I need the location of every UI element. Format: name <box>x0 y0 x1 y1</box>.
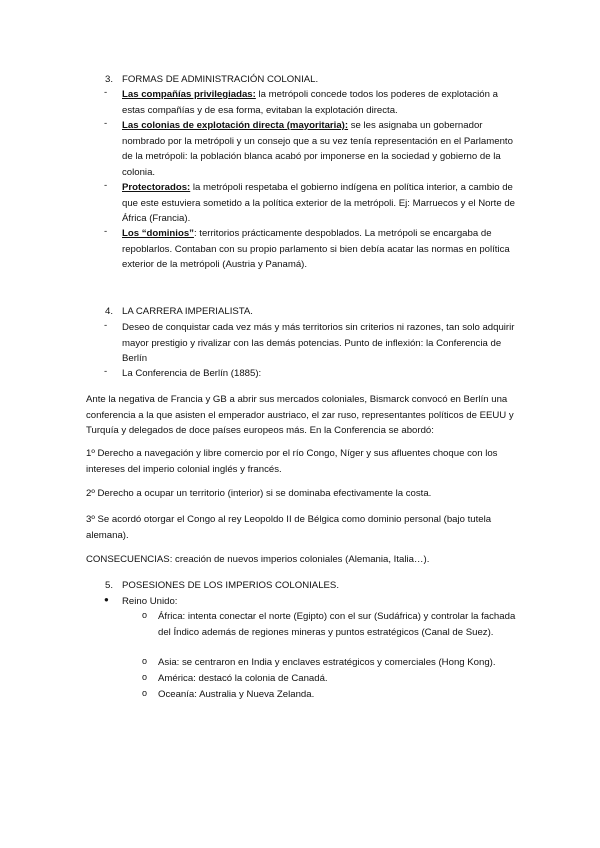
paragraph-point-1: 1º Derecho a navegación y libre comercio por el río Congo, Níger y sus afluentes choque con los intereses del imperio colonial inglés y francés. <box>86 448 498 475</box>
paragraph-point-2: 2º Derecho a ocupar un territorio (interior) si se dominaba efectivamente la costa. <box>86 488 432 499</box>
section-3-title: FORMAS DE ADMINISTRACIÓN COLONIAL. <box>122 74 319 85</box>
item-term: Las compañías privilegiadas: <box>122 89 256 100</box>
list-item <box>122 118 518 180</box>
circle-bullet-icon: o <box>142 610 148 620</box>
dash-marker: - <box>104 180 108 191</box>
item-text: se les asignaba un gobernador nombrado por la metrópoli y un consejo que a su vez tenía representación en el Parlamento de la metrópoli: la población blanca acabó por imponerse en la sociedad y gobierno de la colonia. <box>122 120 513 178</box>
sub-list-item: América: destacó la colonia de Canadá. <box>158 673 328 684</box>
paragraph-point-3: 3º Se acordó otorgar el Congo al rey Leopoldo II de Bélgica como dominio personal (bajo tutela alemana). <box>86 514 492 541</box>
section-5-number: 5. <box>105 580 114 591</box>
item-text: : territorios prácticamente despoblados. La metrópoli se encargaba de repoblarlos. Contaban con su propio parlamento si bien debía acatar las normas en política exterior de la metrópoli (Austria y Panamá). <box>122 228 510 271</box>
section-4-number: 4. <box>105 306 114 317</box>
sub-list-item: Asia: se centraron en India y enclaves estratégicos y comerciales (Hong Kong). <box>158 657 496 668</box>
circle-bullet-icon: o <box>142 672 148 682</box>
paragraph-berlin-intro: Ante la negativa de Francia y GB a abrir sus mercados coloniales, Bismarck convocó en Berlín una conferencia a la que asisten el emperador austriaco, el zar ruso, representantes políticos de EEUU y Turquía y delegados de doce países europeos más. En la Conferencia se abordó: <box>86 394 514 437</box>
paragraph-consequences: CONSECUENCIAS: creación de nuevos imperios coloniales (Alemania, Italia…). <box>86 554 430 565</box>
list-item <box>122 87 518 118</box>
list-item: Deseo de conquistar cada vez más y más territorios sin criterios ni razones, tan solo adquirir mayor prestigio y rivalizar con las demás potencias. Punto de inflexión: la Conferencia de Berlín <box>122 322 515 365</box>
dash-marker: - <box>104 87 108 98</box>
list-item <box>122 226 518 273</box>
section-3-number: 3. <box>105 74 114 85</box>
dash-marker: - <box>104 366 108 377</box>
section-4-title: LA CARRERA IMPERIALISTA. <box>122 306 253 317</box>
sub-list-item: África: intenta conectar el norte (Egipto) con el sur (Sudáfrica) y controlar la fachada del Índico además de regiones mineras y puntos estratégicos (Canal de Suez). <box>158 611 516 638</box>
item-term: Las colonias de explotación directa (mayoritaria): <box>122 120 349 131</box>
item-text: la metrópoli respetaba el gobierno indígena en política interior, a cambio de que este estuviera sometido a la política exterior de la metrópoli. Ej: Marruecos y el Norte de África (Francia). <box>122 182 516 225</box>
dash-marker: - <box>104 226 108 237</box>
item-term: Los “dominios” <box>122 228 194 239</box>
bullet-label: Reino Unido: <box>122 596 178 607</box>
dash-marker: - <box>104 118 108 129</box>
item-text: la metrópoli concede todos los poderes de explotación a estas compañías y de esa forma, evitaban la explotación directa. <box>122 89 498 116</box>
list-item <box>122 180 518 227</box>
circle-bullet-icon: o <box>142 656 148 666</box>
circle-bullet-icon: o <box>142 688 148 698</box>
section-5-title: POSESIONES DE LOS IMPERIOS COLONIALES. <box>122 580 339 591</box>
item-term: Protectorados: <box>122 182 191 193</box>
list-item: La Conferencia de Berlín (1885): <box>122 368 262 379</box>
sub-list-item: Oceanía: Australia y Nueva Zelanda. <box>158 689 315 700</box>
bullet-dot-icon: ● <box>104 595 109 604</box>
dash-marker: - <box>104 320 108 331</box>
